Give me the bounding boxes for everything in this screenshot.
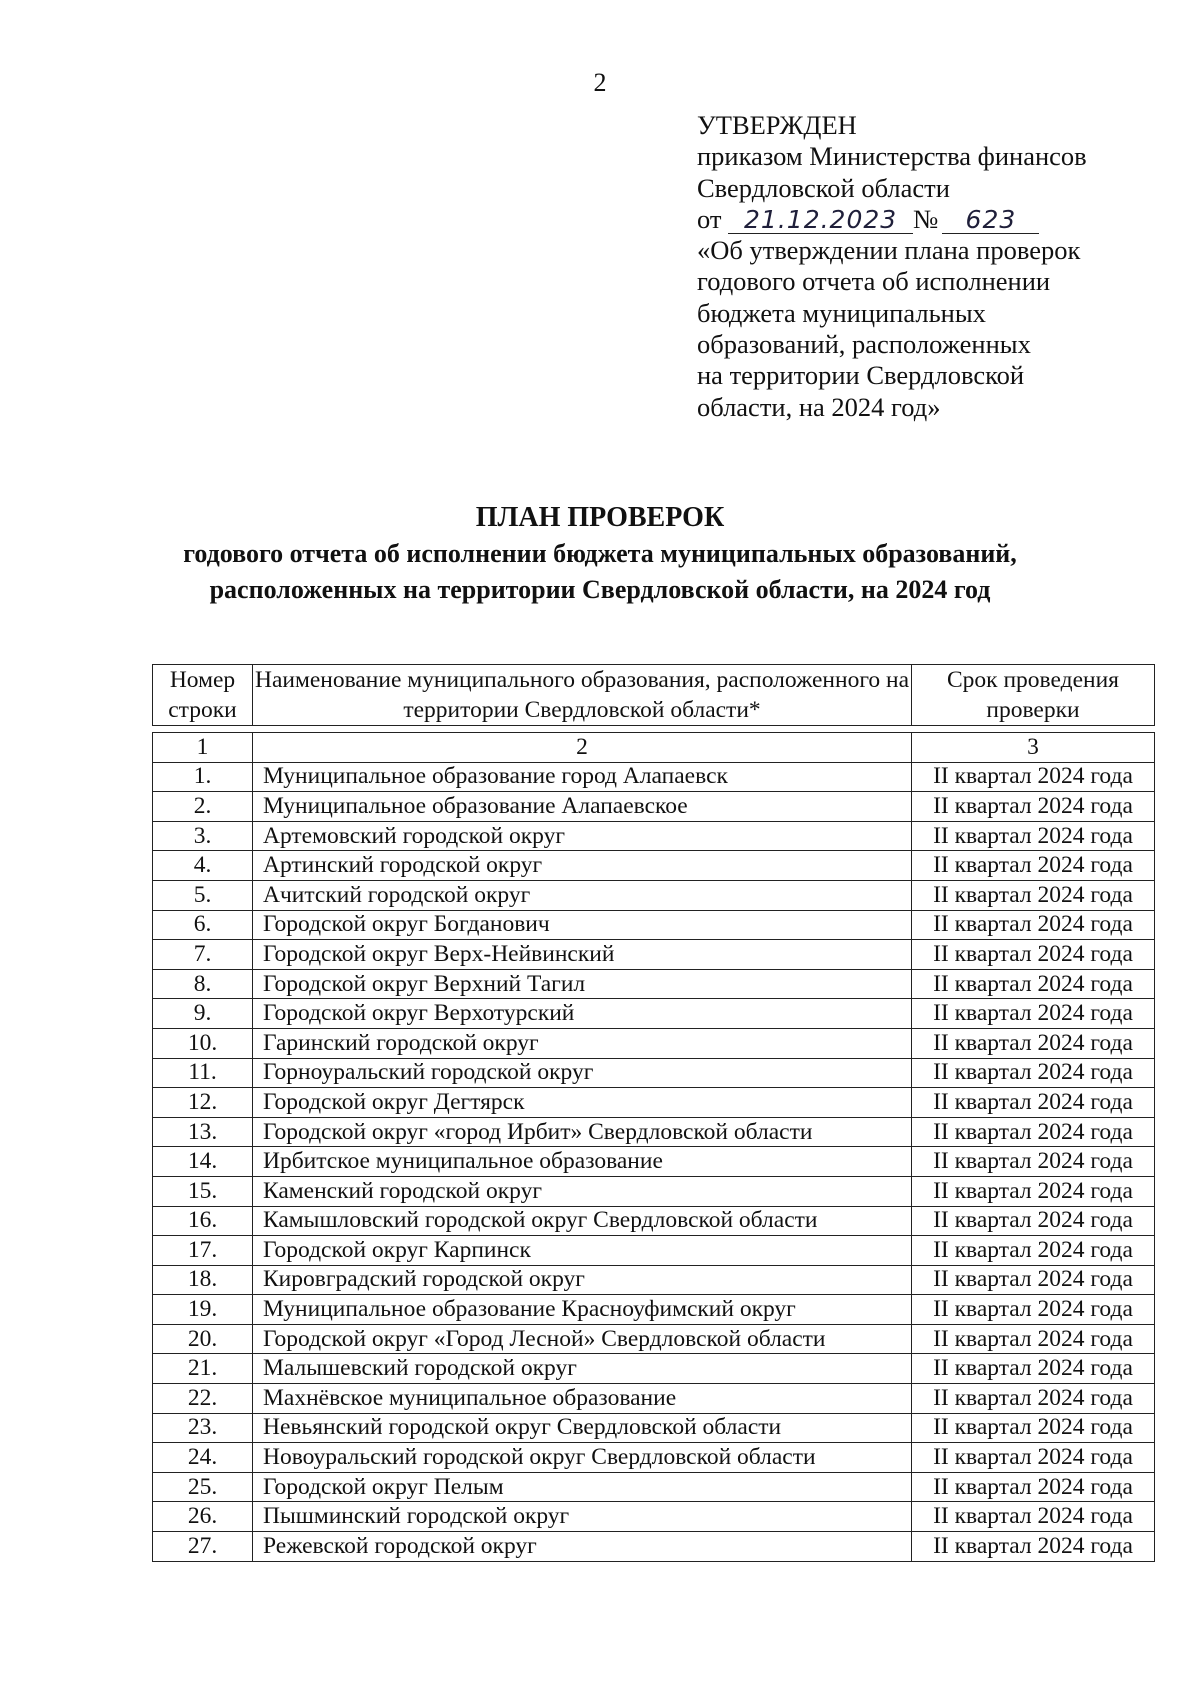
row-number: 14.	[153, 1147, 253, 1177]
table-row	[153, 821, 1155, 851]
inspection-term: II квартал 2024 года	[912, 1028, 1155, 1058]
municipality-name: Городской округ Пелым	[253, 1472, 912, 1502]
approval-title: УТВЕРЖДЕН	[697, 110, 857, 140]
date-prefix: от	[697, 203, 722, 234]
row-number: 19.	[153, 1295, 253, 1325]
column-number-row	[153, 733, 1155, 763]
municipality-name: Махнёвское муниципальное образование	[253, 1384, 912, 1414]
row-number: 21.	[153, 1354, 253, 1384]
row-number: 11.	[153, 1058, 253, 1088]
row-number: 4.	[153, 851, 253, 881]
table-row	[153, 1354, 1155, 1384]
row-number: 9.	[153, 999, 253, 1029]
municipality-name: Городской округ Дегтярск	[253, 1088, 912, 1118]
inspection-term: II квартал 2024 года	[912, 1384, 1155, 1414]
inspection-term: II квартал 2024 года	[912, 821, 1155, 851]
row-number: 17.	[153, 1236, 253, 1266]
column-number: 3	[912, 733, 1155, 763]
municipality-name: Ирбитское муниципальное образование	[253, 1147, 912, 1177]
municipality-name: Гаринский городской округ	[253, 1028, 912, 1058]
inspection-term: II квартал 2024 года	[912, 1413, 1155, 1443]
row-number: 27.	[153, 1532, 253, 1562]
inspection-term: II квартал 2024 года	[912, 1443, 1155, 1473]
municipality-name: Муниципальное образование Алапаевское	[253, 792, 912, 822]
municipality-name: Городской округ Богданович	[253, 910, 912, 940]
municipality-name: Новоуральский городской округ Свердловской области	[253, 1443, 912, 1473]
row-number: 16.	[153, 1206, 253, 1236]
inspection-term: II квартал 2024 года	[912, 910, 1155, 940]
table-row	[153, 1147, 1155, 1177]
approval-date-line	[697, 204, 1087, 235]
order-title-line: области, на 2024 год»	[697, 391, 941, 422]
row-number: 15.	[153, 1176, 253, 1206]
row-number: 1.	[153, 762, 253, 792]
row-number: 12.	[153, 1088, 253, 1118]
municipality-name: Пышминский городской округ	[253, 1502, 912, 1532]
municipality-name: Артемовский городской округ	[253, 821, 912, 851]
municipality-name: Кировградский городской округ	[253, 1265, 912, 1295]
municipality-name: Городской округ Верхотурский	[253, 999, 912, 1029]
inspection-term: II квартал 2024 года	[912, 1324, 1155, 1354]
inspection-term: II квартал 2024 года	[912, 1295, 1155, 1325]
order-title-line: на территории Свердловской	[697, 360, 1025, 391]
table-row	[153, 851, 1155, 881]
row-number: 22.	[153, 1384, 253, 1414]
inspection-term: II квартал 2024 года	[912, 762, 1155, 792]
municipality-name: Камышловский городской округ Свердловской области	[253, 1206, 912, 1236]
inspection-term: II квартал 2024 года	[912, 1206, 1155, 1236]
row-number: 6.	[153, 910, 253, 940]
table-row	[153, 940, 1155, 970]
table-row	[153, 880, 1155, 910]
row-number: 8.	[153, 969, 253, 999]
table-row	[153, 1443, 1155, 1473]
header-row	[153, 665, 1155, 726]
table-row	[153, 1265, 1155, 1295]
table-row	[153, 1236, 1155, 1266]
inspection-term: II квартал 2024 года	[912, 1058, 1155, 1088]
handwritten-order-number: 623	[942, 206, 1039, 234]
table-row	[153, 1413, 1155, 1443]
municipality-name: Городской округ Верхний Тагил	[253, 969, 912, 999]
row-number: 7.	[153, 940, 253, 970]
inspection-term: II квартал 2024 года	[912, 792, 1155, 822]
header-row-number: Номер строки	[153, 665, 253, 726]
table-row	[153, 1088, 1155, 1118]
plan-subheading-line: годового отчета об исполнении бюджета муниципальных образований,	[183, 539, 1017, 568]
municipality-name: Невьянский городской округ Свердловской области	[253, 1413, 912, 1443]
municipality-name: Малышевский городской округ	[253, 1354, 912, 1384]
approval-line: Свердловской области	[697, 172, 950, 203]
inspection-term: II квартал 2024 года	[912, 1176, 1155, 1206]
table-row	[153, 1532, 1155, 1562]
number-sign: №	[913, 203, 939, 234]
order-title-line: «Об утверждении плана проверок	[697, 235, 1081, 266]
row-number: 3.	[153, 821, 253, 851]
table-row	[153, 910, 1155, 940]
row-number: 20.	[153, 1324, 253, 1354]
row-number: 24.	[153, 1443, 253, 1473]
inspection-term: II квартал 2024 года	[912, 880, 1155, 910]
table-row	[153, 762, 1155, 792]
municipality-name: Городской округ «Город Лесной» Свердловской области	[253, 1324, 912, 1354]
row-number: 5.	[153, 880, 253, 910]
municipality-name: Ачитский городской округ	[253, 880, 912, 910]
inspection-term: II квартал 2024 года	[912, 1147, 1155, 1177]
table-row	[153, 1324, 1155, 1354]
municipality-name: Муниципальное образование Красноуфимский округ	[253, 1295, 912, 1325]
inspection-term: II квартал 2024 года	[912, 969, 1155, 999]
order-title-line: образований, расположенных	[697, 329, 1031, 360]
order-title-line: бюджета муниципальных	[697, 297, 986, 328]
inspection-term: II квартал 2024 года	[912, 1354, 1155, 1384]
table-row	[153, 999, 1155, 1029]
inspection-term: II квартал 2024 года	[912, 1088, 1155, 1118]
table-row	[153, 1176, 1155, 1206]
plan-heading: ПЛАН ПРОВЕРОК	[475, 502, 725, 533]
approval-stamp	[697, 110, 1087, 423]
page-number: 2	[593, 68, 607, 97]
inspection-term: II квартал 2024 года	[912, 1502, 1155, 1532]
plan-table	[152, 732, 1155, 1562]
municipality-name: Горноуральский городской округ	[253, 1058, 912, 1088]
inspection-term: II квартал 2024 года	[912, 1532, 1155, 1562]
table-row	[153, 1206, 1155, 1236]
plan-table-header	[152, 664, 1155, 726]
table-row	[153, 1472, 1155, 1502]
table-row	[153, 1502, 1155, 1532]
inspection-term: II квартал 2024 года	[912, 999, 1155, 1029]
row-number: 10.	[153, 1028, 253, 1058]
row-number: 18.	[153, 1265, 253, 1295]
table-row	[153, 1295, 1155, 1325]
municipality-name: Артинский городской округ	[253, 851, 912, 881]
table-row	[153, 1028, 1155, 1058]
column-number: 2	[253, 733, 912, 763]
plan-subheading-line: расположенных на территории Свердловской области, на 2024 год	[209, 575, 991, 604]
row-number: 25.	[153, 1472, 253, 1502]
row-number: 26.	[153, 1502, 253, 1532]
municipality-name: Режевской городской округ	[253, 1532, 912, 1562]
inspection-term: II квартал 2024 года	[912, 1236, 1155, 1266]
municipality-name: Каменский городской округ	[253, 1176, 912, 1206]
plan-title-block	[0, 500, 1200, 608]
table-row	[153, 969, 1155, 999]
header-municipality-name: Наименование муниципального образования, расположенного на территории Свердловской области*	[253, 665, 912, 726]
municipality-name: Муниципальное образование город Алапаевск	[253, 762, 912, 792]
municipality-name: Городской округ Верх-Нейвинский	[253, 940, 912, 970]
column-number: 1	[153, 733, 253, 763]
row-number: 2.	[153, 792, 253, 822]
inspection-term: II квартал 2024 года	[912, 1265, 1155, 1295]
header-inspection-term: Срок проведения проверки	[912, 665, 1155, 726]
approval-line: приказом Министерства финансов	[697, 141, 1087, 172]
table-row	[153, 792, 1155, 822]
table-row	[153, 1058, 1155, 1088]
inspection-term: II квартал 2024 года	[912, 851, 1155, 881]
row-number: 13.	[153, 1117, 253, 1147]
table-row	[153, 1384, 1155, 1414]
inspection-term: II квартал 2024 года	[912, 1472, 1155, 1502]
municipality-name: Городской округ «город Ирбит» Свердловской области	[253, 1117, 912, 1147]
row-number: 23.	[153, 1413, 253, 1443]
handwritten-date: 21.12.2023	[728, 206, 913, 234]
inspection-term: II квартал 2024 года	[912, 1117, 1155, 1147]
order-title-line: годового отчета об исполнении	[697, 266, 1051, 297]
inspection-term: II квартал 2024 года	[912, 940, 1155, 970]
municipality-name: Городской округ Карпинск	[253, 1236, 912, 1266]
table-row	[153, 1117, 1155, 1147]
